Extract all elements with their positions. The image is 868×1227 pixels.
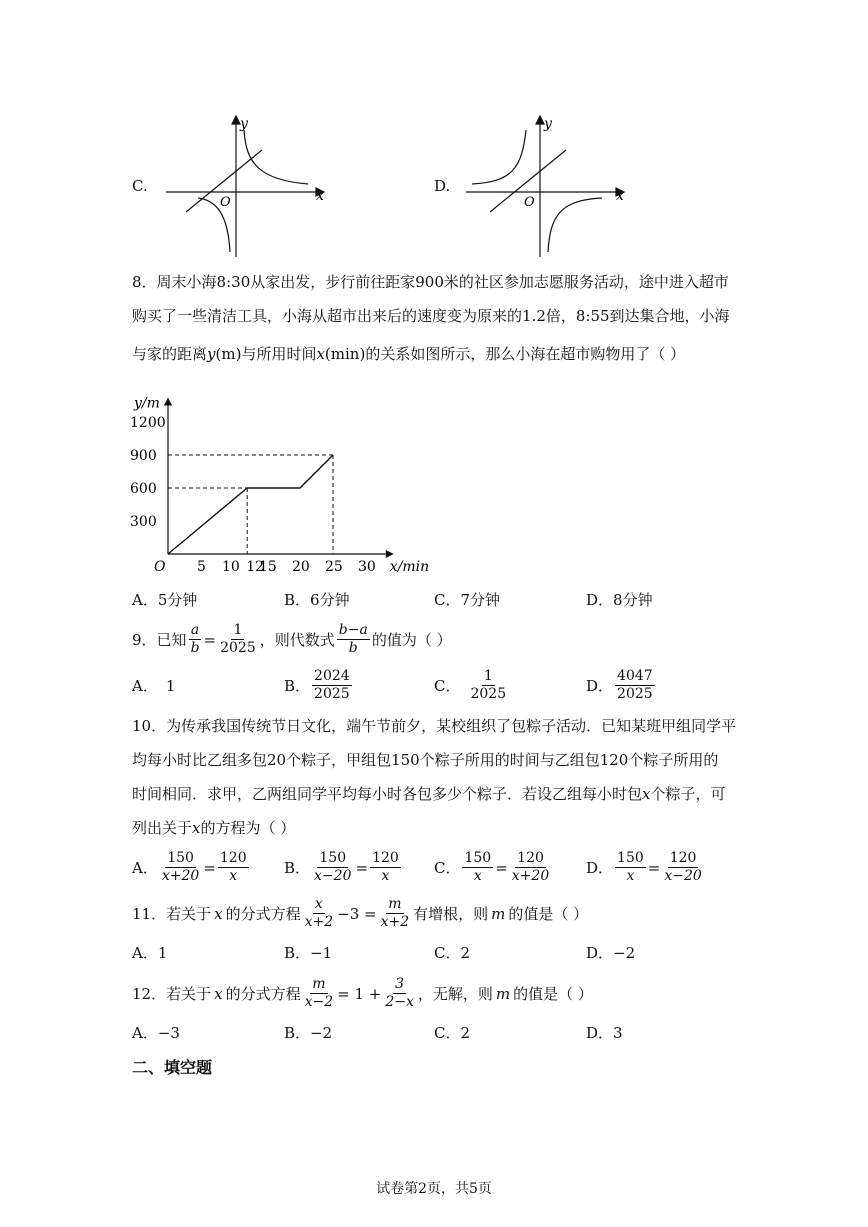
q10-line-1: 10．为传承我国传统节日文化，端午节前夕，某校组织了包粽子活动．已知某班甲组同学平 (132, 717, 737, 735)
q11-stem: 11． 若关于 x 的分式方程 $\frac{x}{x+2}$ −3 = $\frac{m}{x+2}$ 有增根，则 m 的值是（ ） (132, 896, 589, 930)
q9-option-b: B． $\frac{2024}{2025}$ (284, 668, 350, 702)
hyperbola-branch-1 (472, 130, 526, 184)
q12-options (132, 1023, 623, 1043)
q9-frac-expr: $\frac{b-a}{b}$ (338, 622, 368, 656)
q10-options (132, 850, 706, 885)
x-tick-label: 12 (246, 559, 265, 575)
y-axis-arrow (536, 116, 544, 124)
x-tick-label: 30 (358, 559, 376, 575)
q9-option-d: D． $\frac{4047}{2025}$ (586, 668, 653, 702)
q7-option-d-graph (458, 112, 638, 262)
q7-option-c-label: C. (132, 177, 148, 195)
q10-line-3: 时间相同．求甲，乙两组同学平均每小时各包多少个粽子．若设乙组每小时包x个粽子，可 (132, 785, 726, 803)
origin-label: O (154, 559, 166, 575)
q8-line-3: 与家的距离y(m)与所用时间x(min)的关系如图所示，那么小海在超市购物用了（ ） (132, 345, 686, 363)
page-footer: 试卷第2页，共5页 (376, 1181, 492, 1197)
q11-option-b: B．−1 (284, 944, 333, 962)
q11-options (132, 943, 635, 963)
q12-option-c: C．2 (434, 1024, 471, 1042)
axis-x-label: x (316, 188, 324, 204)
y-tick-label: 600 (130, 481, 157, 497)
section-title: 二、填空题 (132, 1058, 213, 1077)
q9-frac-a-b: $\frac{a}{b}$ (190, 622, 200, 656)
q12-stem: 12． 若关于 x 的分式方程 $\frac{m}{x-2}$ = 1 + $\frac{3}{2-x}$ ，无解，则 m 的值是（ ） (132, 976, 593, 1010)
q9-options (132, 668, 657, 703)
q8-option-b: B．6分钟 (284, 591, 350, 609)
q10-option-a: A． $\frac{150}{x+20}$ = $\frac{120}{x}$ (132, 850, 247, 884)
q8-options (132, 590, 653, 610)
q8-option-a: A．5分钟 (132, 591, 198, 609)
q12-option-a: A．−3 (132, 1024, 180, 1042)
distance-line (168, 455, 333, 554)
x-tick-label: 10 (222, 559, 240, 575)
q10-line-4: 列出关于x的方程为（ ） (132, 819, 296, 837)
q10-option-c: C． $\frac{150}{x}$ = $\frac{120}{x+20}$ (434, 850, 550, 884)
q9-option-c: C． $\frac{1}{2025}$ (434, 668, 507, 702)
q8-distance-time-chart (118, 382, 438, 582)
y-tick-label: 300 (130, 514, 157, 530)
q8-line-1: 8．周末小海8:30从家出发，步行前往距家900米的社区参加志愿服务活动，途中进入超市 (132, 273, 729, 291)
x-axis-label: x/min (389, 559, 430, 575)
y-tick-label: 1200 (130, 415, 166, 431)
origin-label: O (220, 195, 231, 210)
q8-line-2: 购买了一些清洁工具，小海从超市出来后的速度变为原来的1.2倍，8:55到达集合地，小海 (132, 307, 730, 325)
q10-line-2: 均每小时比乙组多包20个粽子，甲组包150个粽子所用的时间与乙组包120个粽子所用的 (132, 751, 719, 769)
x-tick-label: 20 (292, 559, 310, 575)
q10-option-d: D． $\frac{150}{x}$ = $\frac{120}{x-20}$ (586, 850, 702, 884)
q12-option-b: B．−2 (284, 1024, 333, 1042)
y-axis-arrow (232, 116, 240, 124)
q12-option-d: D．3 (586, 1024, 623, 1042)
svg-text:O: O (524, 195, 535, 210)
q7-option-c-graph (158, 112, 338, 262)
q9-frac-1-2025: $\frac{1}{2025}$ (220, 622, 256, 656)
y-axis-arrow (164, 398, 172, 406)
q11-option-d: D．−2 (586, 944, 636, 962)
svg-text:x: x (616, 188, 624, 204)
q11-option-c: C．2 (434, 944, 471, 962)
q9-option-a: A． 1 (132, 676, 176, 695)
q9-stem: 9． 已知 $\frac{a}{b}$ = $\frac{1}{2025}$ ，则代数式 $\frac{b-a}{b}$ 的值为（ ） (132, 622, 452, 656)
q8-option-d: D．8分钟 (586, 591, 653, 609)
q11-option-a: A．1 (132, 944, 168, 962)
x-tick-label: 5 (197, 559, 206, 575)
x-axis-arrow (386, 550, 394, 558)
axis-y-label: y (240, 116, 248, 132)
q8-option-c: C．7分钟 (434, 591, 501, 609)
hyperbola-branch-2 (548, 198, 602, 252)
svg-text:y: y (544, 116, 552, 132)
x-tick-label: 25 (325, 559, 343, 575)
y-tick-label: 900 (130, 448, 157, 464)
y-axis-label: y/m (134, 395, 160, 412)
x-tick-label: 15 (259, 559, 277, 575)
q7-option-d-label: D. (434, 177, 451, 195)
q10-option-b: B． $\frac{150}{x-20}$ = $\frac{120}{x}$ (284, 850, 399, 884)
